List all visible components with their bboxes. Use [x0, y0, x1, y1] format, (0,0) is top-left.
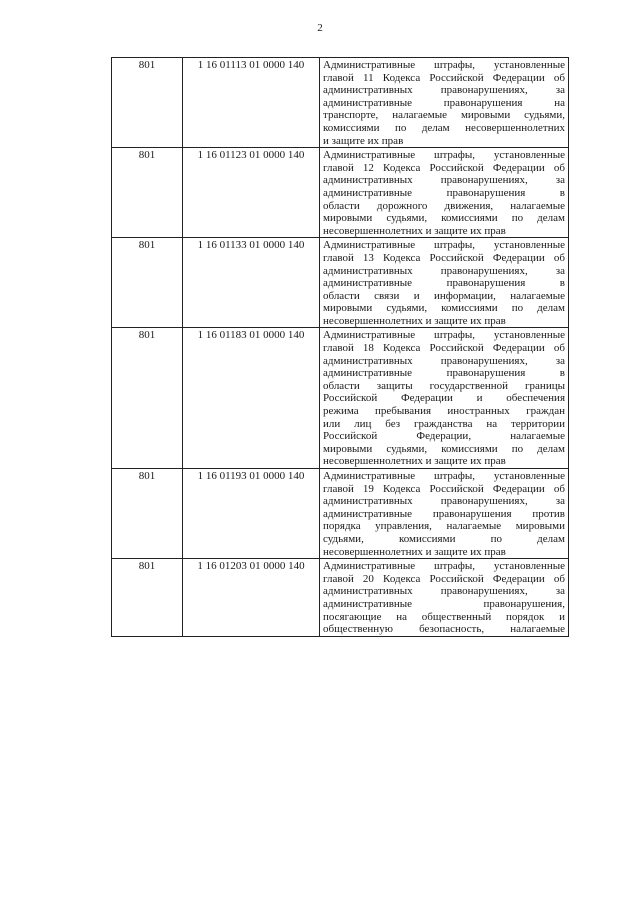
description-line: административные правонарушения против — [323, 507, 565, 520]
description-cell — [320, 238, 569, 328]
kbk-code-cell: 1 16 01123 01 0000 140 — [183, 148, 320, 238]
description-line: или лиц без гражданства на территории — [323, 417, 565, 430]
description-line: административные правонарушения на — [323, 96, 565, 109]
description-line: Административные штрафы, установленные — [323, 470, 565, 482]
description-cell — [320, 58, 569, 148]
table-row — [112, 328, 569, 469]
description-line: Российской Федерации, налагаемые — [323, 430, 565, 443]
table-row — [112, 469, 569, 559]
description-line: административные правонарушения в — [323, 367, 565, 380]
description-line: мировыми судьями, комиссиями по делам — [323, 212, 565, 225]
description-line: комиссиями по делам несовершеннолетних — [323, 121, 565, 134]
description-line: несовершеннолетних и защите их прав — [323, 545, 506, 558]
description-line: административных правонарушениях, за — [323, 585, 565, 598]
description-line: Административные штрафы, установленные — [323, 560, 565, 573]
description-line: несовершеннолетних и защите их прав — [323, 455, 506, 468]
admin-code-cell: 801 — [112, 328, 183, 469]
description-line: области защиты государственной границы — [323, 379, 565, 392]
description-line: судьями, комиссиями по делам — [323, 532, 565, 545]
fines-table — [111, 57, 569, 637]
description-line: административные правонарушения, — [323, 597, 565, 610]
description-line: области связи и информации, налагаемые — [323, 289, 565, 302]
description-line: мировыми судьями, комиссиями по делам — [323, 442, 565, 455]
description-line: административных правонарушениях, за — [323, 84, 565, 97]
description-line: административных правонарушениях, за — [323, 264, 565, 277]
description-line: административных правонарушениях, за — [323, 354, 565, 367]
fines-table-body — [112, 58, 569, 637]
description-line: области дорожного движения, налагаемые — [323, 199, 565, 212]
admin-code-cell: 801 — [112, 469, 183, 559]
description-line: главой 11 Кодекса Российской Федерации об — [323, 71, 565, 84]
table-row — [112, 559, 569, 637]
description-cell — [320, 148, 569, 238]
description-line: Российской Федерации и обеспечения — [323, 392, 565, 405]
kbk-code-cell: 1 16 01203 01 0000 140 — [183, 559, 320, 637]
admin-code-cell: 801 — [112, 58, 183, 148]
description-line: несовершеннолетних и защите их прав — [323, 224, 506, 237]
description-cell — [320, 469, 569, 559]
description-line: главой 12 Кодекса Российской Федерации об — [323, 161, 565, 174]
table-row — [112, 148, 569, 238]
description-line: Административные штрафы, установленные — [323, 329, 565, 342]
description-line: административных правонарушениях, за — [323, 495, 565, 508]
kbk-code-cell: 1 16 01193 01 0000 140 — [183, 469, 320, 559]
description-line: и защите их прав — [323, 134, 404, 147]
kbk-code-cell: 1 16 01183 01 0000 140 — [183, 328, 320, 469]
table-row — [112, 238, 569, 328]
description-line: посягающие на общественный порядок и — [323, 610, 565, 623]
table-row — [112, 58, 569, 148]
description-line: главой 20 Кодекса Российской Федерации об — [323, 572, 565, 585]
description-line: главой 18 Кодекса Российской Федерации об — [323, 342, 565, 355]
description-line: административных правонарушениях, за — [323, 174, 565, 187]
kbk-code-cell: 1 16 01133 01 0000 140 — [183, 238, 320, 328]
description-cell — [320, 559, 569, 637]
description-line: транспорте, налагаемые мировыми судьями, — [323, 109, 565, 122]
admin-code-cell: 801 — [112, 559, 183, 637]
description-line: общественную безопасность, налагаемые — [323, 623, 565, 636]
description-line: Административные штрафы, установленные — [323, 239, 565, 252]
admin-code-cell: 801 — [112, 148, 183, 238]
description-line: административные правонарушения в — [323, 277, 565, 290]
description-line: несовершеннолетних и защите их прав — [323, 314, 506, 327]
kbk-code-cell: 1 16 01113 01 0000 140 — [183, 58, 320, 148]
description-line: главой 13 Кодекса Российской Федерации об — [323, 251, 565, 264]
admin-code-cell: 801 — [112, 238, 183, 328]
description-line: порядка управления, налагаемые мировыми — [323, 520, 565, 533]
description-line: административные правонарушения в — [323, 186, 565, 199]
description-line: режима пребывания иностранных граждан — [323, 405, 565, 418]
description-line: мировыми судьями, комиссиями по делам — [323, 302, 565, 315]
description-line: Административные штрафы, установленные — [323, 149, 565, 162]
description-line: Административные штрафы, установленные — [323, 59, 565, 71]
description-cell — [320, 328, 569, 469]
page-number: 2 — [317, 22, 323, 34]
description-line: главой 19 Кодекса Российской Федерации об — [323, 482, 565, 495]
